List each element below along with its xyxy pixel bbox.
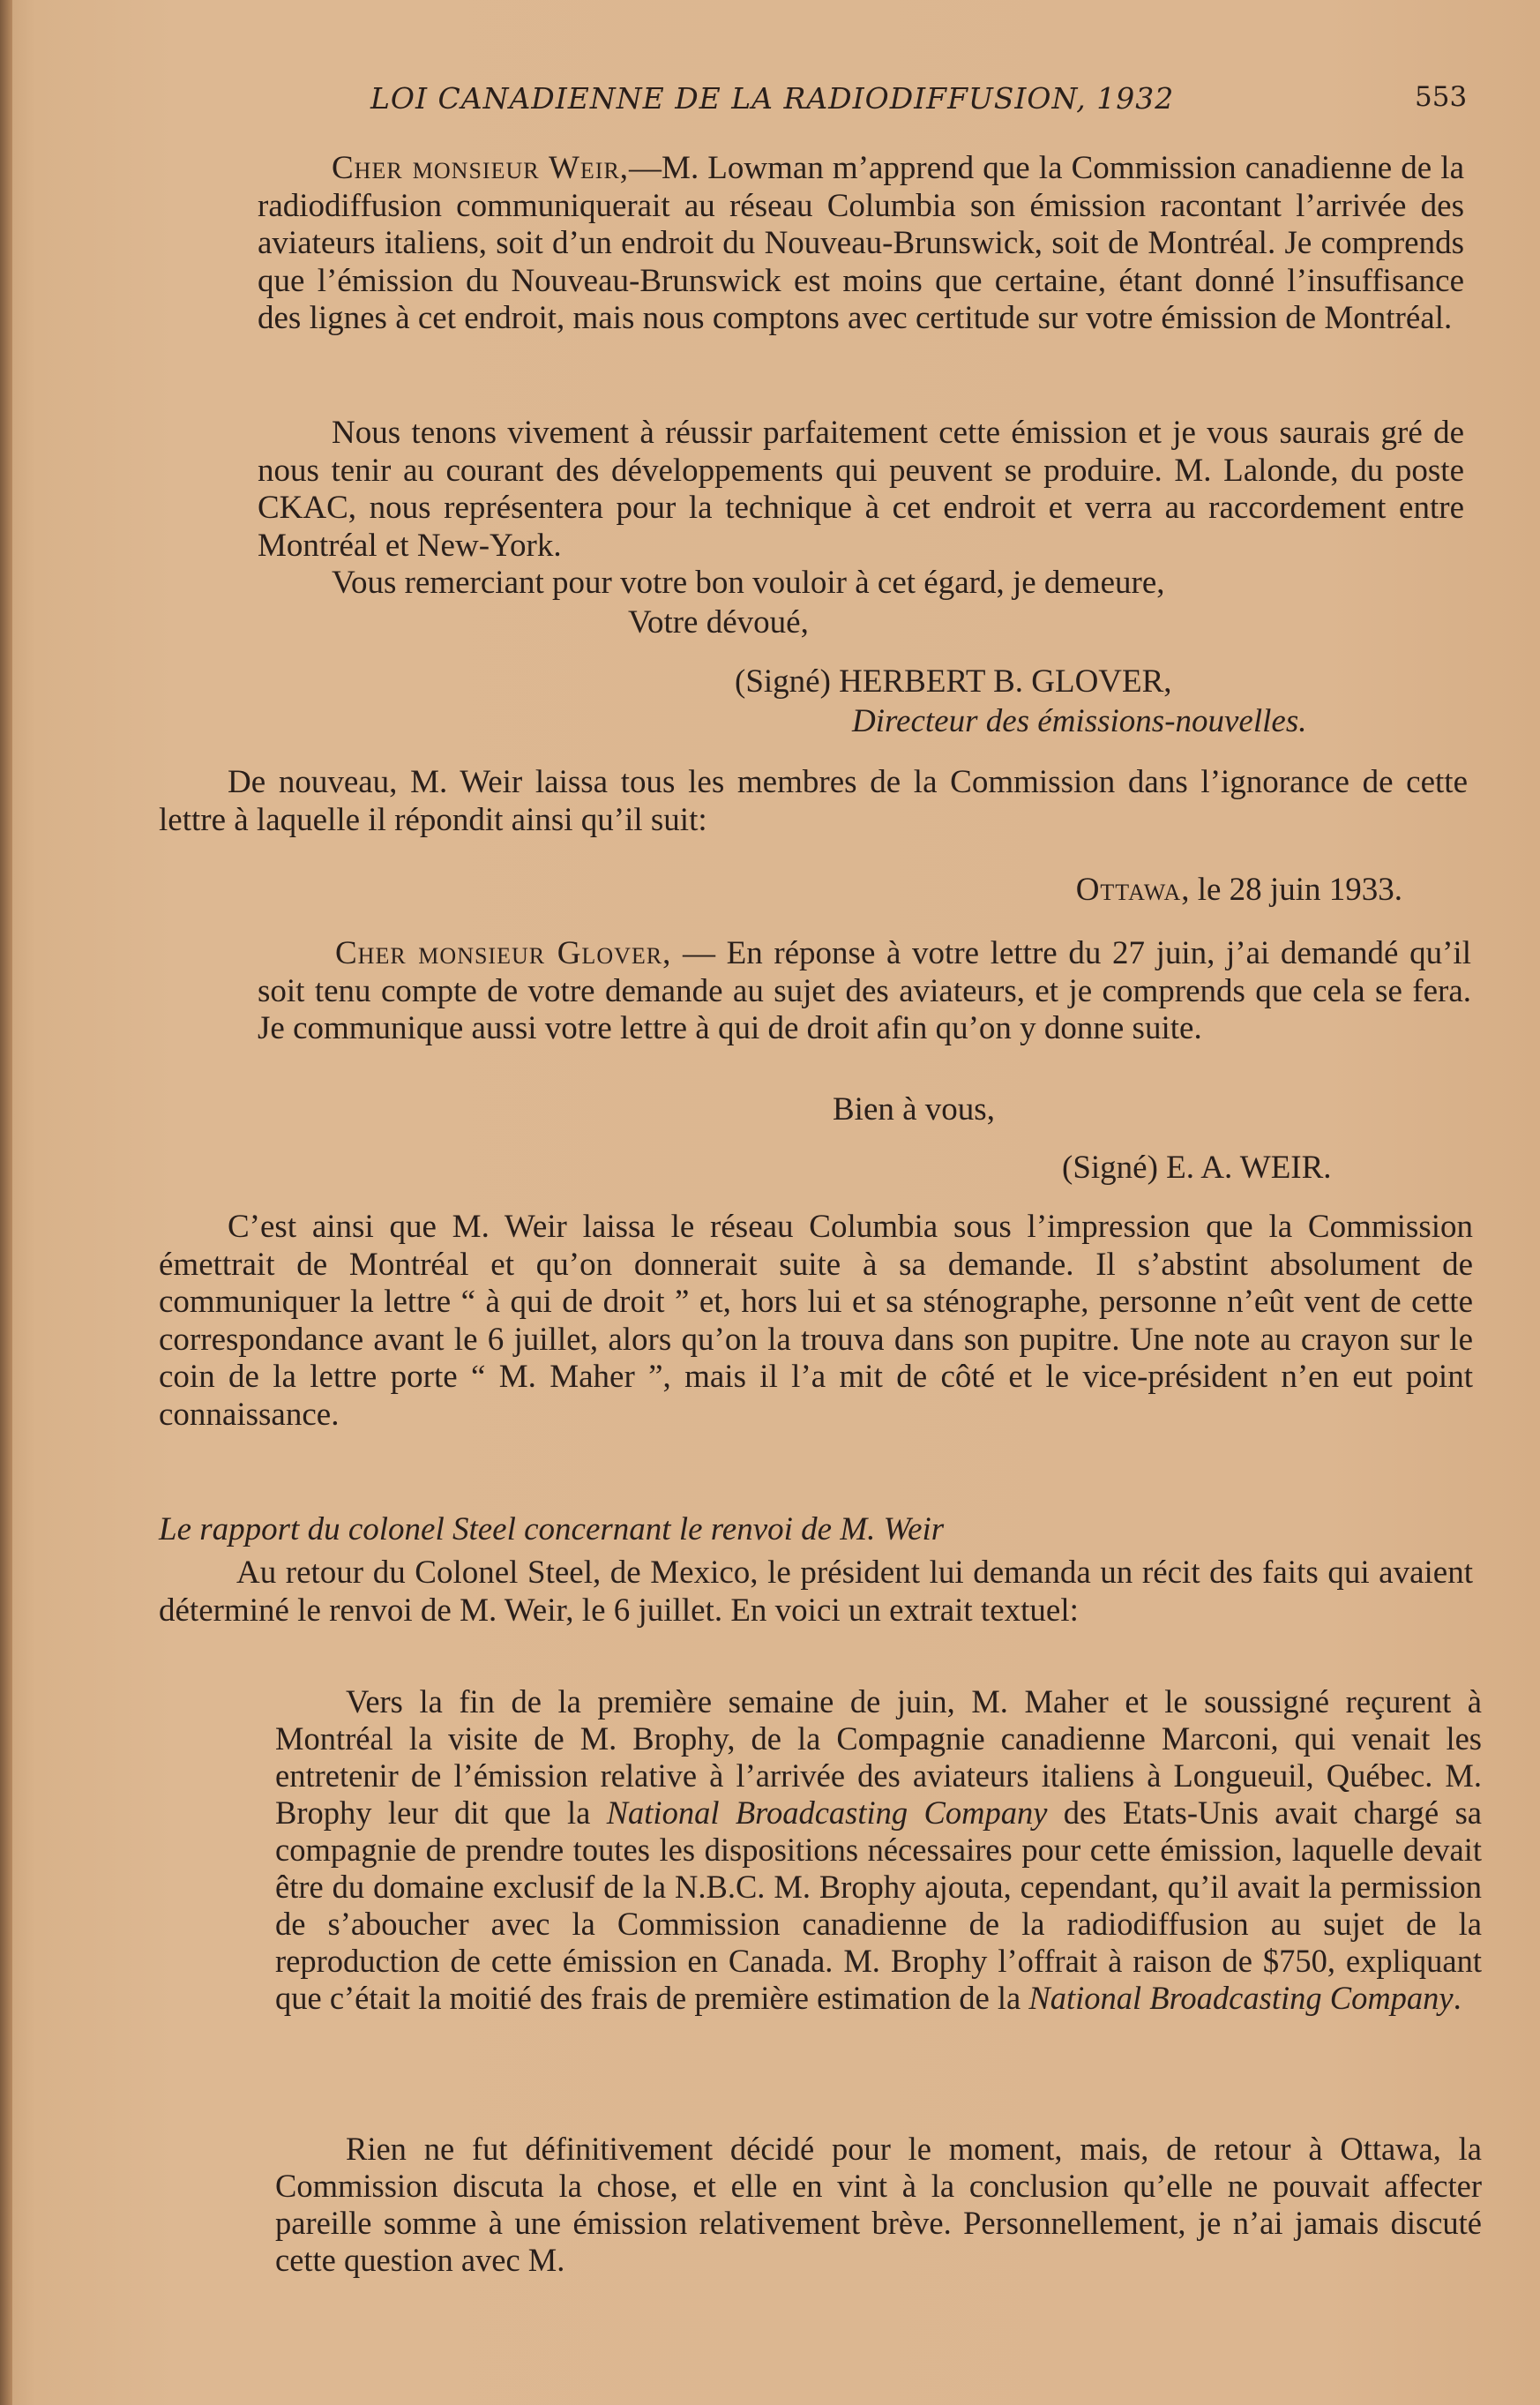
section-heading: Le rapport du colonel Steel concernant le renvoi de M. Weir bbox=[159, 1511, 945, 1547]
page-number: 553 bbox=[1415, 81, 1468, 113]
letter2-body: — En réponse à votre lettre du 27 juin, j’ai demandé qu’il soit tenu compte de votre demande au sujet des aviateurs, et je comprends que cela se fera. Je communique aussi votre lettre à qui de droit afin qu’on y donne suite. bbox=[258, 935, 1471, 1046]
quote-nbc-1: National Broadcasting Company bbox=[606, 1794, 1048, 1831]
letter2-closing: Bien à vous, bbox=[833, 1091, 995, 1128]
narrative-paragraph-3: Au retour du Colonel Steel, de Mexico, le président lui demanda un récit des faits qui avaient déterminé le renvoi de M. Weir, le 6 juillet. En voici un extrait textuel: bbox=[159, 1555, 1473, 1629]
binding-edge bbox=[0, 0, 12, 2405]
narrative-paragraph-2: C’est ainsi que M. Weir laissa le réseau Columbia sous l’impression que la Commission émettrait de Montréal et qu’on donnerait suite à sa demande. Il s’abstint absolument de communiquer la lettre “ à qui de droit ” et, hors lui et sa sténographe, personne n’eût vent de cette correspondance avant le 6 juillet, alors qu’on la trouva dans son pupitre. Une note au crayon sur le coin de la lettre porte “ M. Maher ”, mais il l’a mit de côté et le vice-président n’en eut point connaissance. bbox=[159, 1209, 1473, 1433]
quote-paragraph-2: Rien ne fut définitivement décidé pour le moment, mais, de retour à Ottawa, la Commission discuta la chose, et elle en vint à la conclusion qu’elle ne pouvait affecter pareille somme à une émission relativement brève. Personnellement, je n’ai jamais discuté cette question avec M. bbox=[275, 2131, 1482, 2278]
letter2-paragraph bbox=[258, 935, 1471, 1048]
letter2-dateline bbox=[794, 872, 1402, 910]
narrative-paragraph-1: De nouveau, M. Weir laissa tous les membres de la Commission dans l’ignorance de cette lettre à laquelle il répondit ainsi qu’il suit: bbox=[159, 764, 1468, 838]
letter2-place: Ottawa bbox=[1075, 872, 1182, 908]
quote-text-a: Vers la fin de la première semaine de juin, M. Maher et le soussigné reçurent à Montréal la visite de M. Brophy, de la Compagnie canadienne Marconi, qui venait les entretenir de l’émission relative à l’arrivée des aviateurs italiens à Longueuil, Québec. M. Brophy leur dit que la bbox=[275, 1683, 1482, 1831]
letter1-closing: Votre dévoué, bbox=[628, 604, 809, 641]
quote-text-c: des Etats-Unis avait chargé sa compagnie de prendre toutes les dispositions nécessaires pour cette émission, laquelle devait être du domaine exclusif de la N.B.C. M. Brophy ajouta, cependant, qu’il avait la permission de s’aboucher avec la Commission canadienne de la radiodiffusion au sujet de la reproduction de cette émission en Canada. M. Brophy l’offrait à raison de $750, expliquant que c’était la moitié des frais de première estimation de la bbox=[275, 1794, 1482, 2016]
quote-paragraph-1 bbox=[275, 1683, 1482, 2017]
letter1-para1: —M. Lowman m’apprend que la Commission canadienne de la radiodiffusion communiquerait au réseau Columbia son émission racontant l’arrivée des aviateurs italiens, soit d’un endroit du Nouveau-Brunswick, soit de Montréal. Je comprends que l’émission du Nouveau-Brunswick est moins que certaine, étant donné l’insuffisance des lignes à cet endroit, mais nous comptons avec certitude sur votre émission de Montréal. bbox=[258, 150, 1464, 336]
letter2-signature: (Signé) E. A. WEIR. bbox=[1062, 1150, 1332, 1186]
letter1-signatory-title: Directeur des émissions-nouvelles. bbox=[852, 703, 1307, 739]
quote-nbc-2: National Broadcasting Company bbox=[1028, 1980, 1454, 2016]
quote-text-e: . bbox=[1453, 1980, 1462, 2016]
letter1-paragraph-1 bbox=[258, 150, 1464, 338]
letter1-signature: (Signé) HERBERT B. GLOVER, bbox=[735, 663, 1172, 700]
letter2-salutation: Cher monsieur Glover, bbox=[335, 935, 672, 971]
running-title: LOI CANADIENNE DE LA RADIODIFFUSION, 1932 bbox=[370, 81, 1175, 116]
letter1-paragraph-2: Nous tenons vivement à réussir parfaitement cette émission et je vous saurais gré de nous tenir au courant des développements qui peuvent se produire. M. Lalonde, du poste CKAC, nous représentera pour la technique à cet endroit et verra au raccordement entre Montréal et New-York. bbox=[258, 415, 1464, 564]
letter1-paragraph-3: Vous remerciant pour votre bon vouloir à cet égard, je demeure, bbox=[332, 565, 1165, 601]
letter2-date: , le 28 juin 1933. bbox=[1181, 872, 1402, 908]
letter1-salutation: Cher monsieur Weir, bbox=[332, 150, 630, 186]
